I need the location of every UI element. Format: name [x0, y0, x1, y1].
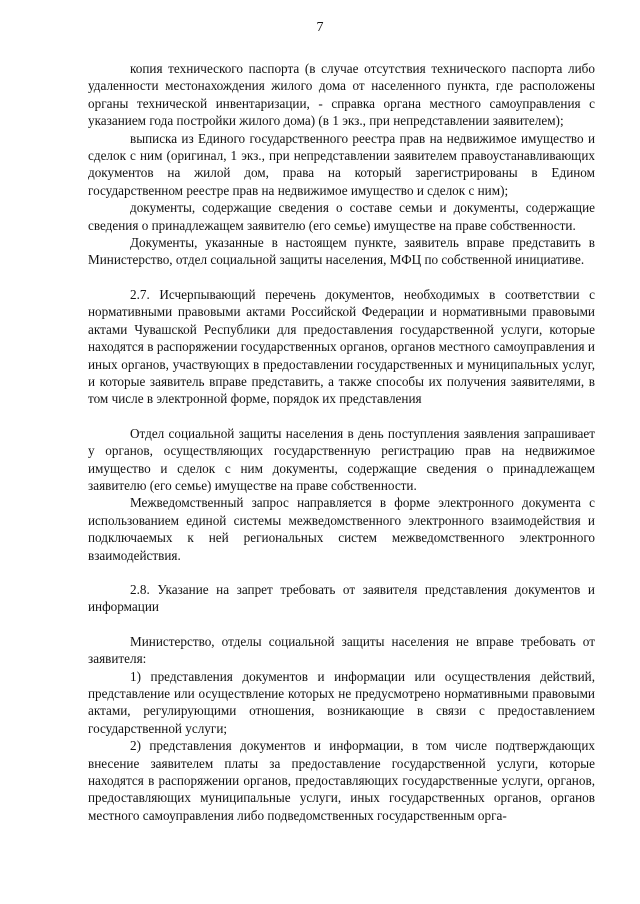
paragraph-technical-passport: копия технического паспорта (в случае отсутствия технического паспорта либо удаленности местонахождения жилого дома от населенного пункта, где расположены органы технической инвентаризации, - справка органа местного самоуправления с указанием года постройки жилого дома) (в 1 экз., при непредставлении заявителем); — [88, 61, 595, 129]
paragraph-own-initiative: Документы, указанные в настоящем пункте, заявитель вправе представить в Министерство, отдел социальной защиты населения, МФЦ по собственной инициативе. — [88, 235, 595, 268]
list-item-2: 2) представления документов и информации, в том числе подтверждающих внесение заявителем платы за предоставление государственной услуги, которые находятся в распоряжении органов, предоставляющих государственные услуги, органов, предоставляющих муниципальные услуги, иных государственных органов, органов местного самоуправления либо подведомственных государственным орга- — [88, 738, 595, 823]
paragraph-family-documents: документы, содержащие сведения о составе семьи и документы, содержащие сведения о принадлежащем заявителю (его семье) имуществе на праве собственности. — [88, 200, 595, 233]
list-item-1: 1) представления документов и информации или осуществления действий, представление или осуществление которых не предусмотрено нормативными правовыми актами, регулирующими отношения, возникающие в связи с предоставлением государственной услуги; — [88, 668, 595, 736]
section-2-8-heading: 2.8. Указание на запрет требовать от заявителя представления документов и информации — [88, 581, 595, 615]
paragraph-interagency-request: Отдел социальной защиты населения в день поступления заявления запрашивает у органов, осуществляющих государственную регистрацию прав на недвижимое имущество и сделок с ним документы, содержащие сведения о принадлежащем заявителю (его семье) имуществе на праве собственности. — [88, 425, 595, 493]
paragraph-electronic-request: Межведомственный запрос направляется в форме электронного документа с использованием единой системы межведомственного электронного взаимодействия и подключаемых к ней региональных систем межведомственного электронного взаимодействия. — [88, 495, 595, 563]
paragraph-prohibition-intro: Министерство, отделы социальной защиты населения не вправе требовать от заявителя: — [88, 633, 595, 667]
document-body — [88, 60, 595, 824]
paragraph-registry-extract: выписка из Единого государственного реестра прав на недвижимое имущество и сделок с ним (оригинал, 1 экз., при непредставлении заявителем правоустанавливающих документов на жилой дом, права на который зарегистрированы в Едином государственном реестре прав на недвижимое имущество и сделок с ним); — [88, 130, 595, 198]
page-number: 7 — [316, 20, 324, 35]
section-2-7-heading: 2.7. Исчерпывающий перечень документов, необходимых в соответствии с нормативными правовыми актами Российской Федерации и нормативными правовыми актами Чувашской Республики для предоставления государственной услуги, которые находятся в распоряжении государственных органов, органов местного самоуправления и иных органов, участвующих в предоставлении государственных и муниципальных услуг, и которые заявитель вправе представить, а также способы их получения заявителями, в том числе в электронной форме, порядок их представления — [88, 286, 595, 407]
